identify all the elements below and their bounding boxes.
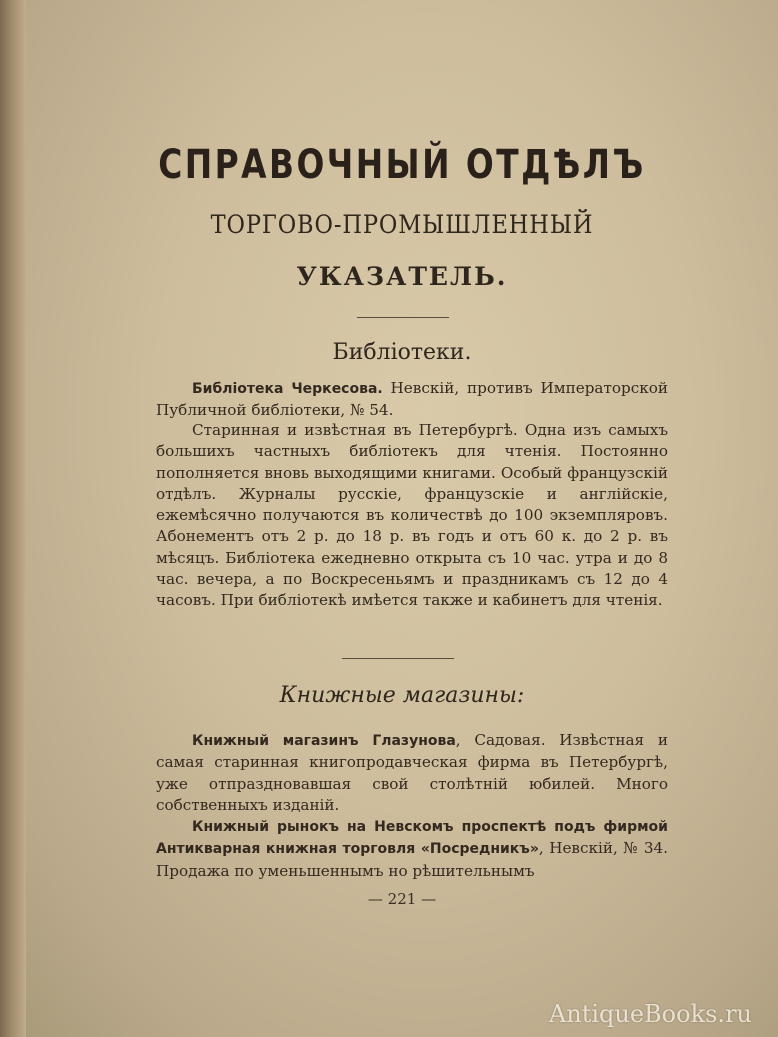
entry-text: , Садовая. Извѣстная и самая старинная книгопродавческая фирма въ Петербургѣ, уже отпраздновавшая свой столѣтній юбилей. Много собственныхъ изданій. (156, 731, 668, 814)
page-subtitle: ТОРГОВО-ПРОМЫШЛЕННЫЙ (210, 210, 594, 239)
page-number: — 221 — (367, 890, 437, 908)
entry-text: Невскій, противъ Императорской Публичной библіотеки, № 54. (156, 379, 668, 420)
paragraph-book-market-posrednik (156, 816, 668, 882)
site-watermark: AntiqueBooks.ru (548, 1000, 752, 1028)
page-title: СПРАВОЧНЫЙ ОТДѢЛЪ (158, 142, 646, 188)
entry-text: Старинная и извѣстная въ Петербургѣ. Одна изъ самыхъ большихъ частныхъ библіотекъ для чтенія. Постоянно пополняется вновь выходящими книгами. Особый французскій отдѣлъ. Журналы русскіе, французскіе и англійскіе, ежемѣсячно получаются въ количествѣ до 100 экземпляровъ. Абонементъ отъ 2 р. до 18 р. въ годъ и отъ 60 к. до 2 р. въ мѣсяцъ. Библіотека ежедневно открыта съ 10 час. утра и до 8 час. вечера, а по Воскресеньямъ и праздникамъ съ 12 до 4 часовъ. При библіотекѣ имѣется также и кабинетъ для чтенія. (156, 421, 668, 610)
paragraph-library-cherkesov (156, 378, 668, 422)
entry-name: Книжный рынокъ на Невскомъ проспектѣ подъ фирмой Антикварная книжная торговля «Посредникъ» (156, 819, 668, 858)
paragraph-bookshop-glazunov (156, 730, 668, 816)
page-subtitle-secondary: УКАЗАТЕЛЬ. (296, 262, 508, 291)
section-heading-libraries: Библіотеки. (332, 340, 472, 365)
book-page (26, 0, 778, 1037)
book-spine-edge (0, 0, 26, 1037)
entry-text: , Невскій, № 34. Продажа по уменьшеннымъ но рѣшительнымъ (156, 839, 668, 880)
entry-name: Книжный магазинъ Глазунова (192, 733, 456, 749)
entry-name: Библіотека Черкесова. (192, 381, 383, 397)
section-heading-bookshops: Книжные магазины: (279, 683, 525, 708)
divider-rule (342, 658, 454, 659)
paragraph-library-description (156, 420, 668, 612)
divider-rule (357, 317, 449, 318)
